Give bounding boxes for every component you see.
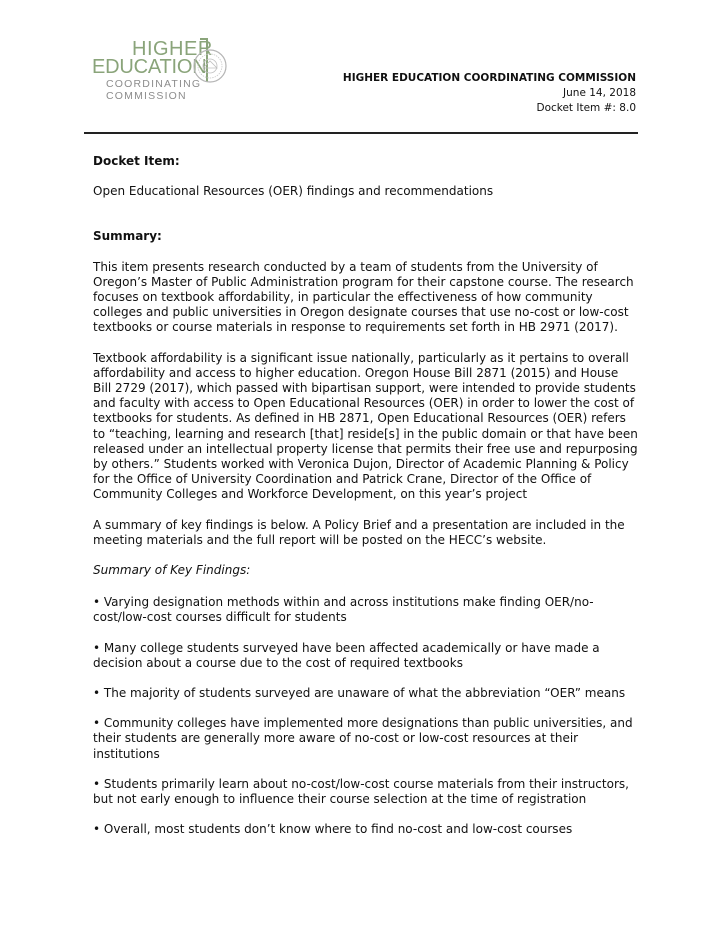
summary-paragraph-3: A summary of key findings is below. A Policy Brief and a presentation are included in the meeting materials and the full report will be posted on the HECC’s website. bbox=[93, 517, 625, 547]
docket-item-heading: Docket Item: bbox=[93, 154, 180, 168]
logo-word-higher: HIGHER bbox=[132, 38, 213, 60]
logo-word-education: EDUCATION bbox=[92, 56, 207, 78]
finding-item: • The majority of students surveyed are unaware of what the abbreviation “OER” means bbox=[93, 686, 626, 701]
header-divider bbox=[84, 132, 638, 134]
meeting-date: June 14, 2018 bbox=[563, 87, 636, 99]
docket-item-number: Docket Item #: 8.0 bbox=[536, 102, 636, 114]
finding-item: • Overall, most students don’t know where to find no-cost and low-cost courses bbox=[93, 822, 573, 837]
finding-item: • Varying designation methods within and across institutions make finding OER/no-cost/low-cost courses difficult for students bbox=[93, 595, 594, 625]
summary-paragraph-1: This item presents research conducted by a team of students from the University of Oregon’s Master of Public Administration program for their capstone course. The research focuses on textbook affordability, in particular the effectiveness of how community colleges and public universities in Oregon designate courses that use no-cost or low-cost textbooks or course materials in response to requirements set forth in HB 2971 (2017). bbox=[93, 259, 634, 335]
logo-word-commission: COMMISSION bbox=[106, 90, 187, 102]
document-body bbox=[93, 154, 638, 838]
finding-item: • Community colleges have implemented more designations than public universities, and their students are generally more aware of no-cost or low-cost resources at their institutions bbox=[93, 716, 633, 761]
key-findings-heading: Summary of Key Findings: bbox=[93, 563, 251, 578]
summary-paragraph-2: Textbook affordability is a significant issue nationally, particularly as it pertains to overall affordability and access to higher education. Oregon House Bill 2871 (2015) and House Bill 2729 (2017), which passed with bipartisan support, were intended to provide students and faculty with access to Open Educational Resources (OER) in order to lower the cost of textbooks for students. As defined in HB 2871, Open Educational Resources (OER) refers to “teaching, learning and research [that] reside[s] in the public domain or that have been released under an intellectual property license that permits their free use and repurposing by others.” Students worked with Veronica Dujon, Director of Academic Planning & Policy for the Office of University Coordination and Patrick Crane, Director of the Office of Community Colleges and Workforce Development, on this year’s project bbox=[93, 350, 638, 502]
document-header bbox=[343, 71, 636, 116]
hecc-logo bbox=[92, 38, 232, 106]
logo-word-coordinating: COORDINATING bbox=[106, 78, 202, 90]
finding-item: • Many college students surveyed have been affected academically or have made a decision about a course due to the cost of required textbooks bbox=[93, 640, 600, 670]
state-seal-icon bbox=[192, 48, 228, 84]
organization-name: HIGHER EDUCATION COORDINATING COMMISSION bbox=[342, 72, 636, 84]
summary-heading: Summary: bbox=[93, 229, 162, 244]
finding-item: • Students primarily learn about no-cost/low-cost course materials from their instructors, but not early enough to influence their course selection at the time of registration bbox=[93, 776, 629, 807]
docket-item-title: Open Educational Resources (OER) findings and recommendations bbox=[93, 184, 494, 199]
